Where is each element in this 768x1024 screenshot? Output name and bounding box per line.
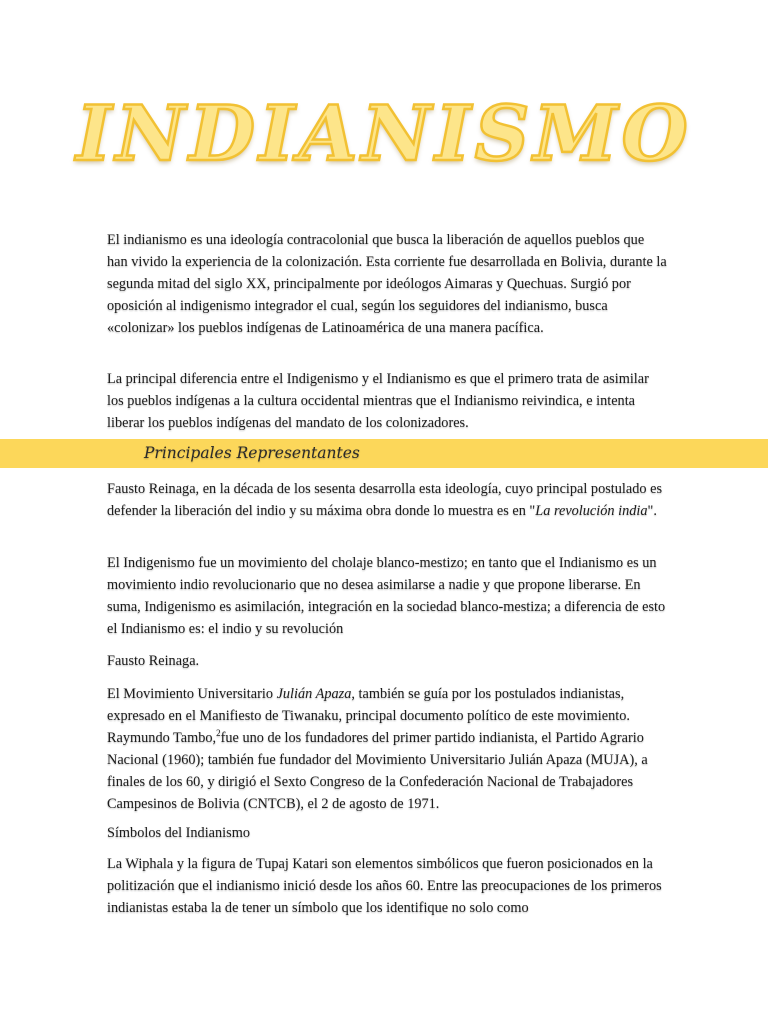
title-container	[0, 89, 768, 178]
paragraph-intro: El indianismo es una ideología contracolonial que busca la liberación de aquellos pueblos que han vivido la experiencia de la colonización. Esta corriente fue desarrollada en Bolivia, durante la segunda mitad del siglo XX, principalmente por ideólogos Aimaras y Quechuas. Surgió por oposición al indigenismo integrador el cual, según los seguidores del indianismo, busca «colonizar» los pueblos indígenas de Latinoamérica de una manera pacífica.	[107, 232, 667, 336]
movimiento-text-mid: , también se guía por los postulados indianistas, expresado en el Manifiesto de Tiwanaku, principal documento político de este movimiento. Raymundo Tambo,	[107, 686, 630, 746]
section-heading-representantes: Principales Representantes	[144, 444, 360, 462]
section-band	[0, 439, 768, 468]
movement-name: Julián Apaza	[276, 686, 352, 702]
paragraph-difference: La principal diferencia entre el Indigenismo y el Indianismo es que el primero trata de asimilar los pueblos indígenas a la cultura occidental mientras que el Indianismo reivindica, e intenta liberar los pueblos indígenas del mandato de los colonizadores.	[107, 371, 649, 431]
paragraph-movimiento	[107, 683, 667, 815]
footnote-marker: 2	[216, 728, 221, 738]
book-title: La revolución india	[535, 503, 648, 519]
quote-attribution: Fausto Reinaga.	[107, 653, 200, 669]
movimiento-text: El Movimiento Universitario	[107, 686, 277, 702]
paragraph-reinaga	[107, 478, 667, 522]
page-title: INDIANISMO	[76, 89, 692, 178]
paragraph-simbolos: La Wiphala y la figura de Tupaj Katari son elementos simbólicos que fueron posicionados en la politización que el indianismo inició desde los años 60. Entre las preocupaciones de los primeros indianistas estaba la de tener un símbolo que los identifique no solo como	[107, 856, 662, 916]
movimiento-text-end: fue uno de los fundadores del primer partido indianista, el Partido Agrario Nacional (1960); también fue fundador del Movimiento Universitario Julián Apaza (MUJA), a finales de los 60, y dirigió el Sexto Congreso de la Confederación Nacional de Trabajadores Campesinos de Bolivia (CNTCB), el 2 de agosto de 1971.	[107, 730, 648, 812]
paragraph-indigenismo-quote: El Indigenismo fue un movimiento del cholaje blanco-mestizo; en tanto que el Indianismo es un movimiento indio revolucionario que no desea asimilarse a nadie y que propone liberarse. En suma, Indigenismo es asimilación, integración en la sociedad blanco-mestiza; a diferencia de esto el Indianismo es: el indio y su revolución	[107, 555, 666, 637]
reinaga-text: Fausto Reinaga, en la década de los sesenta desarrolla esta ideología, cuyo principal postulado es defender la liberación del indio y su máxima obra donde lo muestra es en "	[107, 481, 663, 519]
reinaga-text-end: ".	[647, 503, 657, 519]
subheading-simbolos: Símbolos del Indianismo	[107, 825, 250, 841]
